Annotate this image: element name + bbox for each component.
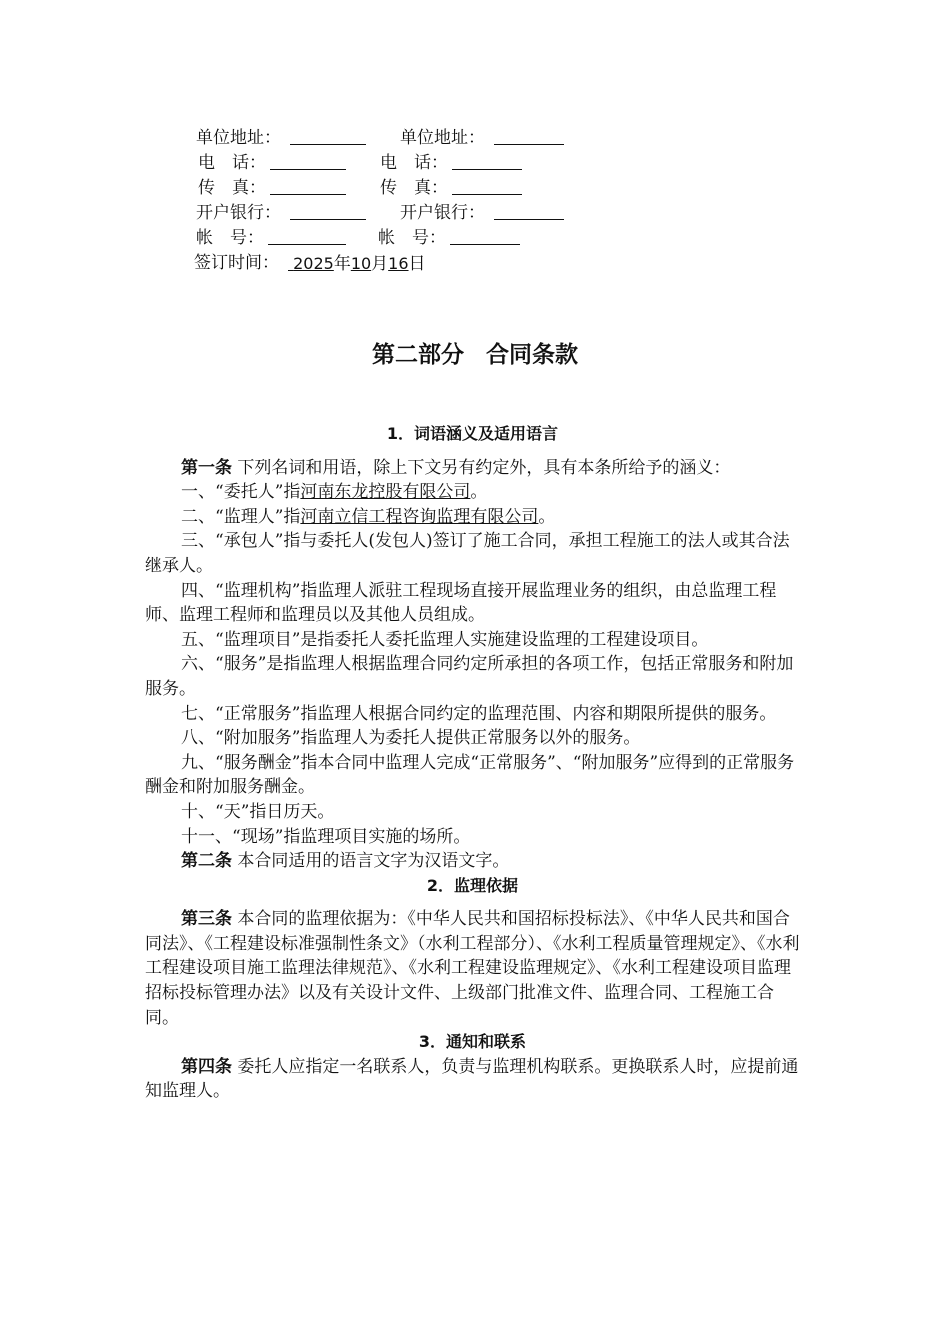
sign-year: 2025	[293, 254, 334, 273]
clause-2-text: 本合同适用的语言文字为汉语文字。	[232, 851, 510, 872]
definition-8: 八、“附加服务”指监理人为委托人提供正常服务以外的服务。	[181, 728, 641, 749]
definition-5: 五、“监理项目”是指委托人委托监理人实施建设监理的工程建设项目。	[181, 629, 709, 650]
definition-10: 十、“天”指日历天。	[181, 801, 335, 822]
clause-2-label: 第二条	[181, 851, 232, 872]
right-bank-blank	[494, 201, 564, 220]
part-title	[0, 336, 950, 369]
clause-3-text: 本合同的监理依据为：《中华人民共和国招标投标法》、《中华人民共和国合同法》、《工程建设标准强制性条文》（水利工程部分）、《水利工程质量管理规定》、《水利工程建设项目施工监理法律规范》、《水利工程建设监理规定》、《水利工程建设项目监理招标投标管理办法》以及有关设计文件、上级部门批准文件、监理合同、工程施工合同。	[145, 909, 800, 1028]
part-name: 合同条款	[486, 342, 578, 368]
sign-day: 16	[388, 254, 409, 273]
part-number: 第二部分	[372, 342, 464, 368]
clause-1	[145, 456, 800, 481]
section-heading-3: 3．通知和联系	[418, 1032, 527, 1052]
clause-3	[145, 907, 800, 1030]
definition-1-end: 。	[470, 482, 488, 503]
clause-4-text: 委托人应指定一名联系人，负责与监理机构联系。更换联系人时，应提前通知监理人。	[145, 1056, 799, 1102]
right-address-label: 单位地址：	[400, 128, 485, 148]
definition-1	[145, 480, 800, 505]
definition-4: 四、“监理机构”指监理人派驻工程现场直接开展监理业务的组织，由总监理工程师、监理工程师和监理员以及其他人员组成。	[145, 580, 777, 626]
definition-3: 三、“承包人”指与委托人(发包人)签订了施工合同，承担工程施工的法人或其合法继承人。	[145, 531, 790, 576]
sign-date-value	[288, 251, 426, 277]
sign-day-unit: 日	[408, 254, 426, 274]
sign-month: 10	[350, 254, 372, 273]
definition-2-end: 。	[538, 506, 556, 527]
contract-body	[145, 422, 800, 1104]
definition-11: 十一、“现场”指监理项目实施的场所。	[181, 826, 471, 847]
sign-date-label: 签订时间：	[194, 253, 279, 273]
definition-9: 九、“服务酬金”指本合同中监理人完成“正常服务”、“附加服务”应得到的正常服务酬金和附加服务酬金。	[145, 752, 795, 798]
left-bank-blank	[290, 201, 366, 220]
clause-3-label: 第三条	[181, 909, 232, 930]
right-fax-blank	[452, 176, 522, 195]
sign-month-unit: 月	[371, 254, 389, 274]
left-account-label: 帐 号：	[196, 228, 264, 248]
right-address-blank	[494, 126, 564, 145]
left-bank-label: 开户银行：	[196, 203, 281, 223]
definition-2	[145, 505, 800, 530]
left-address-label: 单位地址：	[196, 128, 281, 148]
definition-6: 六、“服务”是指监理人根据监理合同约定所承担的各项工作，包括正常服务和附加服务。	[145, 654, 794, 699]
definition-1-text: 一、“委托人”指	[181, 482, 301, 503]
left-phone-label: 电 话：	[198, 153, 266, 173]
left-fax-label: 传 真：	[198, 178, 266, 198]
right-account-label: 帐 号：	[378, 228, 446, 248]
left-account-blank	[268, 226, 346, 245]
supervisor-company-name: 河南立信工程咨询监理有限公司	[300, 506, 539, 527]
right-fax-label: 传 真：	[380, 178, 448, 198]
right-phone-label: 电 话：	[380, 153, 448, 173]
right-account-blank	[450, 226, 520, 245]
clause-2	[145, 849, 800, 874]
clause-1-label: 第一条	[181, 457, 232, 478]
clause-4	[145, 1055, 800, 1104]
definition-2-text: 二、“监理人”指	[181, 506, 301, 527]
section-heading-2: 2．监理依据	[426, 875, 519, 895]
left-address-blank	[290, 126, 366, 145]
client-company-name: 河南东龙控股有限公司	[300, 482, 471, 503]
section-heading-1: 1．词语涵义及适用语言	[386, 424, 559, 443]
clause-1-text: 下列名词和用语，除上下文另有约定外，具有本条所给予的涵义：	[232, 457, 731, 478]
sign-year-unit: 年	[333, 254, 351, 274]
definition-7: 七、“正常服务”指监理人根据合同约定的监理范围、内容和期限所提供的服务。	[181, 703, 777, 724]
left-phone-blank	[270, 151, 346, 170]
left-fax-blank	[270, 176, 346, 195]
right-phone-blank	[452, 151, 522, 170]
clause-4-label: 第四条	[181, 1056, 232, 1077]
right-bank-label: 开户银行：	[400, 203, 485, 223]
